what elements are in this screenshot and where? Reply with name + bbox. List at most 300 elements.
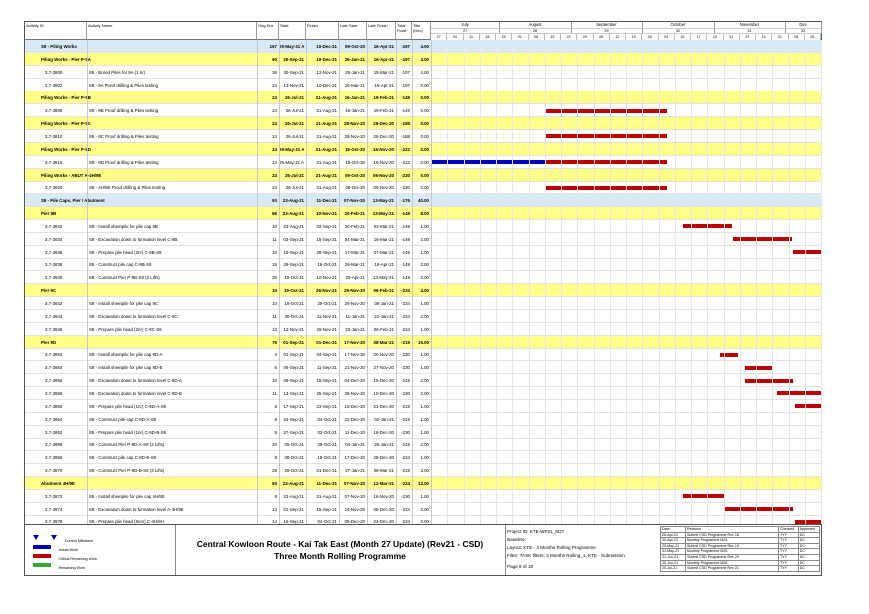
project-info: [505, 525, 659, 575]
activity-row[interactable]: [25, 413, 821, 426]
week-gridline: [691, 40, 692, 543]
timescale-month-number: 27: [431, 28, 500, 34]
cell-start: 19-Oct-21: [283, 288, 304, 294]
column-separator: [257, 40, 258, 543]
cell-id: 3.7-3800: [45, 69, 63, 75]
wbs-row[interactable]: [25, 40, 821, 53]
cell-name: Piling Works - Pier P-9B: [41, 95, 91, 101]
cell-start: 12-Nov-21: [283, 326, 304, 332]
activity-row[interactable]: [25, 438, 821, 451]
baseline: Baseline:: [507, 537, 526, 542]
gantt-bar-critical[interactable]: [745, 379, 794, 383]
cell-ls: 16-Mar-21: [344, 82, 365, 88]
week-gridline: [659, 40, 660, 543]
cell-tf: -224: [401, 506, 410, 512]
cell-dur: 8: [274, 416, 277, 422]
wbs-row[interactable]: [25, 336, 821, 349]
cell-dur: 10: [272, 301, 277, 306]
wbs-row[interactable]: [25, 194, 821, 207]
activity-row[interactable]: [25, 271, 821, 284]
cell-lf: 16-Nov-20: [373, 159, 394, 165]
activity-row[interactable]: [25, 297, 821, 310]
revision-cell: 21-Jun-21: [661, 554, 686, 560]
cell-id: 3.7-3864: [45, 416, 63, 422]
activity-row[interactable]: [25, 361, 821, 374]
cell-dur: 24: [272, 159, 277, 165]
cell-name: S9 - Prepare pile head (1nr) C-9D-A-S9: [89, 403, 167, 409]
cell-name: S9 - Excavation down to formation level C-9D-A: [89, 378, 182, 384]
timescale-week: 01: [512, 33, 528, 40]
cell-tf: -197: [401, 82, 410, 88]
cell-name: S9 - Construct pile cap C-9D-B-S9: [89, 455, 157, 461]
cell-ls: 20-Feb-21: [344, 223, 365, 229]
cell-t: 0.00: [420, 185, 429, 191]
cell-name: Piling Works - Pier P-9D: [41, 146, 91, 152]
cell-id: 3.7-3872: [45, 493, 63, 499]
activity-row[interactable]: [25, 374, 821, 387]
report-title: Central Kowloon Route - Kai Tak East (Month 27 Update) (Rev21 - CSD): [196, 539, 484, 549]
wbs-row[interactable]: [25, 169, 821, 182]
activity-row[interactable]: [25, 464, 821, 477]
cell-tf: -219: [401, 416, 410, 422]
timescale-week: 05: [805, 33, 821, 40]
cell-name: S9 - 9B Proof drilling & Piles testing: [89, 108, 159, 114]
activity-row[interactable]: [25, 66, 821, 79]
cell-dur: 60: [272, 56, 277, 62]
timescale-week: 19: [626, 33, 642, 40]
cell-dur: 10: [272, 249, 277, 255]
cell-id: 3.7-3846: [45, 326, 63, 332]
cell-start: 25-May-21 A: [279, 159, 304, 165]
cell-t: 4.00: [420, 56, 429, 62]
wbs-row[interactable]: [25, 284, 821, 297]
cell-dur: 14: [272, 519, 277, 525]
cell-finish: 26-Nov-21: [316, 326, 337, 332]
timescale-week: 22: [561, 33, 577, 40]
cell-lf: 26-Dec-20: [373, 121, 394, 127]
cell-lf: 06-Nov-20: [373, 185, 394, 191]
cell-start: 30-Sep-21: [283, 69, 304, 75]
cell-start: 03-Sep-21: [283, 236, 304, 242]
wbs-row[interactable]: [25, 117, 821, 130]
timescale-week: 07: [740, 33, 756, 40]
col-header-activity-id[interactable]: Activity ID: [25, 22, 87, 40]
activity-row[interactable]: [25, 104, 821, 117]
col-header-finish[interactable]: Finish: [306, 22, 339, 40]
rev-header-date: Date: [661, 527, 686, 533]
cell-name: Piling Works - ABUT A-4H/9E: [41, 172, 102, 178]
cell-finish: 15-Sep-21: [316, 236, 337, 242]
legend-remaining: [33, 556, 85, 574]
revision-cell: Submit CSD Programme Rev 21: [686, 566, 779, 572]
cell-lf: 16-Dec-20: [373, 429, 394, 435]
cell-tf: -222: [401, 159, 410, 165]
cell-id: 3.7-3802: [45, 82, 63, 88]
column-separator: [339, 40, 340, 543]
revision-cell: Monthly Programme M24: [686, 538, 779, 544]
gantt-bar-critical[interactable]: [777, 391, 821, 395]
cell-lf: 03-Mar-21: [373, 223, 394, 229]
cell-name: S9 - Install sheetpile for pile cap 9D-A: [89, 352, 163, 358]
cell-ls: 28-Nov-20: [344, 133, 365, 139]
cell-ls: 26-Jan-21: [345, 69, 365, 75]
col-header-title[interactable]: Title (Dec): [412, 22, 431, 40]
revision-cell: Submit CSD Programme Rev 19: [686, 543, 779, 549]
cell-name: S9 - 9A Proof drilling & Piles testing: [89, 82, 159, 88]
cell-start: 29-Sep-21: [283, 262, 304, 268]
cell-finish: 01-Dec-21: [316, 468, 337, 474]
wbs-row[interactable]: [25, 91, 821, 104]
cell-t: 13.00: [418, 480, 429, 486]
cell-lf: 08-Mar-21: [373, 339, 394, 345]
cell-t: 0.00: [420, 82, 429, 88]
cell-tf: -149: [401, 223, 410, 229]
cell-dur: 34: [272, 288, 277, 294]
cell-lf: 15-Mar-21: [373, 69, 394, 75]
timescale-week: 26: [642, 33, 658, 40]
activity-row[interactable]: [25, 79, 821, 92]
cell-id: 3.7-3816: [45, 159, 63, 165]
cell-lf: 20-Nov-20: [373, 352, 394, 358]
cell-tf: -219: [401, 378, 410, 384]
cell-name: S9 - Install sheetpile for pile cap 4H/9E: [89, 493, 165, 499]
cell-id: 3.7-3838: [45, 262, 63, 268]
cell-lf: 16-Nov-20: [373, 493, 394, 499]
cell-t: 15.00: [418, 339, 429, 345]
col-header-orig-dur[interactable]: Orig Dur: [257, 22, 279, 40]
activity-row[interactable]: [25, 220, 821, 233]
activity-row[interactable]: [25, 400, 821, 413]
cell-dur: 8: [274, 455, 277, 461]
activity-row[interactable]: [25, 156, 821, 169]
week-gridline: [675, 40, 676, 543]
gantt-bar-critical[interactable]: [725, 507, 793, 511]
cell-t: 0.00: [420, 146, 429, 152]
cell-dur: 24: [272, 108, 277, 114]
cell-ls: 04-Dec-20: [344, 378, 365, 384]
col-header-activity-name[interactable]: Activity Name: [87, 22, 257, 40]
wbs-row[interactable]: [25, 143, 821, 156]
cell-name: S9 - Construct pile cap C-9D-A-S9: [89, 416, 157, 422]
cell-lf: 06-Nov-20: [373, 172, 394, 178]
cell-start: 06-Sep-21: [283, 365, 304, 371]
gantt-sheet: [24, 21, 822, 576]
col-header-late-finish[interactable]: Late Finish: [367, 22, 396, 40]
activity-row[interactable]: [25, 310, 821, 323]
cell-dur: 11: [272, 390, 277, 396]
timescale-week: 31: [724, 33, 740, 40]
cell-lf: 08-Dec-20: [373, 506, 394, 512]
cell-tf: -149: [401, 236, 410, 242]
timescale-week: 27: [431, 33, 447, 40]
timescale-header: [431, 22, 821, 41]
cell-t: 0.00: [420, 159, 429, 165]
filter-text: Filter: TASK filters: 3 Months Rolling_1, KTE - Submission.: [507, 553, 627, 558]
cell-t: 2.00: [420, 313, 429, 319]
cell-start: 16-Sep-21: [283, 249, 304, 255]
week-gridline: [480, 40, 481, 543]
cell-t: 1.00: [420, 455, 429, 461]
cell-tf: -230: [401, 429, 410, 435]
cell-name: S9 - Excavation down to formation level C-9B: [89, 236, 178, 242]
cell-name: S9 - Construct pile cap C-9B-S9: [89, 262, 152, 268]
cell-dur: 24: [272, 172, 277, 178]
activity-row[interactable]: [25, 258, 821, 271]
cell-finish: 21-Aug-21: [316, 133, 337, 139]
cell-finish: 04-Oct-21: [317, 416, 337, 422]
cell-name: Pier 9C: [41, 288, 57, 294]
revision-cell: Submit CSD Programme Rev 18: [686, 532, 779, 538]
activity-row[interactable]: [25, 490, 821, 503]
cell-dur: 10: [272, 223, 277, 229]
cell-name: S9 - Pile Caps, Pier / Abutment: [41, 198, 105, 204]
cell-lf: 08-Mar-21: [373, 468, 394, 474]
cell-tf: -230: [401, 365, 410, 371]
timescale-week: 21: [772, 33, 788, 40]
cell-name: S9 - 9D Proof drilling & Piles testing: [89, 159, 159, 165]
activity-row[interactable]: [25, 451, 821, 464]
gantt-bar-critical[interactable]: [793, 250, 821, 254]
activity-row[interactable]: [25, 246, 821, 259]
activity-row[interactable]: [25, 181, 821, 194]
cell-tf: -230: [401, 352, 410, 358]
week-gridline: [496, 40, 497, 543]
cell-name: S9 - Excavation down to formation level C-9C: [89, 313, 178, 319]
wbs-row[interactable]: [25, 477, 821, 490]
wbs-row[interactable]: [25, 207, 821, 220]
cell-t: 1.00: [420, 301, 429, 306]
revision-cell: Monthly Programme M25: [686, 549, 779, 555]
cell-tf: -219: [401, 468, 410, 474]
cell-id: 3.7-3852: [45, 352, 63, 358]
revision-cell: 20-Jul-21: [661, 566, 686, 572]
legend-label-critical: Critical Remaining Work: [58, 557, 97, 561]
timescale-week: 28: [789, 33, 805, 40]
cell-tf: -230: [401, 185, 410, 191]
column-separator: [306, 40, 307, 543]
week-gridline: [610, 40, 611, 543]
cell-finish: 21-Aug-21: [316, 159, 337, 165]
cell-finish: 04-Oct-21: [317, 519, 337, 525]
cell-start: 27-Sep-21: [283, 429, 304, 435]
cell-tf: -234: [401, 288, 410, 294]
cell-name: S9 - Construct Pier P-9B-S9 (2 Lifts): [89, 275, 160, 281]
cell-dur: 11: [272, 313, 277, 319]
timescale-week: 25: [496, 33, 512, 40]
cell-ls: 07-Nov-20: [344, 493, 365, 499]
cell-lf: 06-Feb-21: [373, 326, 394, 332]
cell-id: 3.7-3860: [45, 403, 63, 409]
title-block: [175, 525, 506, 575]
cell-tf: -234: [401, 301, 410, 306]
cell-start: 25-May-21 A: [279, 44, 305, 49]
column-separator: [396, 40, 397, 543]
cell-start: 26-Jul-21: [285, 108, 304, 114]
gantt-bar-critical[interactable]: [745, 366, 773, 370]
cell-lf: 10-Dec-20: [373, 390, 394, 396]
cell-id: 3.7-3834: [45, 236, 63, 242]
cell-name: S9 - Prepare pile head (2nr) C-9C-S9: [89, 326, 162, 332]
activity-row[interactable]: [25, 233, 821, 246]
cell-dur: 5: [274, 403, 277, 409]
cell-start: 17-Sep-21: [283, 403, 304, 409]
cell-t: 1.00: [420, 493, 429, 499]
revision-cell: DC: [798, 543, 819, 549]
col-header-start[interactable]: Start: [279, 22, 306, 40]
week-gridline: [512, 40, 513, 543]
cell-finish: 11-Dec-21: [316, 198, 337, 204]
cell-dur: 11: [272, 236, 277, 242]
cell-start: 16-Sep-21: [283, 519, 304, 525]
cell-id: 3.7-3820: [45, 185, 63, 191]
revision-cell: TYY: [779, 554, 799, 560]
cell-lf: 19-Apr-21: [374, 262, 394, 268]
cell-name: Pier 9B: [41, 211, 57, 217]
gantt-bar-critical[interactable]: [733, 237, 792, 241]
cell-lf: 13-May-21: [372, 211, 394, 217]
activity-row[interactable]: [25, 426, 821, 439]
revision-cell: TYY: [779, 566, 799, 572]
activity-row[interactable]: [25, 387, 821, 400]
cell-dur: 66: [272, 211, 277, 217]
cell-t: 1.00: [420, 223, 429, 229]
timescale-week: 08: [529, 33, 545, 40]
cell-start: 26-Jul-21: [284, 95, 304, 101]
cell-lf: 16-Apr-21: [373, 56, 394, 62]
cell-start: 13-Sep-21: [283, 390, 304, 396]
cell-ls: 17-Mar-21: [344, 249, 365, 255]
cell-tf: -234: [401, 455, 410, 461]
week-gridline: [561, 40, 562, 543]
cell-start: 25-May-21 A: [279, 146, 305, 152]
timescale-month: October: [642, 22, 715, 28]
cell-start: 23-Aug-21: [282, 211, 304, 217]
activity-row[interactable]: [25, 348, 821, 361]
cell-ls: 19-Oct-20: [344, 146, 365, 152]
cell-name: S9 - Excavation down to formation level A-4H/9E: [89, 506, 184, 512]
activity-row[interactable]: [25, 323, 821, 336]
cell-lf: 13-May-21: [373, 275, 394, 281]
cell-ls: 09-Oct-20: [345, 185, 365, 191]
cell-dur: 167: [269, 44, 277, 49]
cell-name: S9 - Install sheetpile for pile cap 9C: [89, 301, 159, 306]
cell-id: 3.7-3858: [45, 390, 63, 396]
cell-start: 01-Sep-21: [283, 352, 304, 358]
week-gridline: [594, 40, 595, 543]
gantt-bar-critical[interactable]: [795, 404, 821, 408]
cell-tf: -224: [401, 519, 410, 525]
remaining-work-swatch: [33, 563, 51, 567]
cell-finish: 21-Aug-21: [315, 121, 337, 127]
cell-t: 0.00: [420, 133, 429, 139]
activity-row[interactable]: [25, 130, 821, 143]
cell-start: 06-Sep-21: [283, 378, 304, 384]
cell-t: 4.00: [420, 288, 429, 294]
cell-tf: -230: [401, 390, 410, 396]
week-gridline: [529, 40, 530, 543]
revision-table: [660, 526, 820, 572]
revision-cell: 30-Apr-21: [661, 538, 686, 544]
timescale-week: 18: [480, 33, 496, 40]
cell-t: 3.00: [420, 468, 429, 474]
cell-tf: -188: [401, 133, 410, 139]
cell-finish: 28-Oct-21: [317, 442, 337, 448]
cell-name: S9 - Piling Works: [41, 44, 77, 49]
cell-id: 3.7-3840: [45, 275, 63, 281]
cell-tf: -197: [401, 44, 410, 49]
week-gridline: [545, 40, 546, 543]
cell-tf: -149: [401, 249, 410, 255]
cell-start: 08-Oct-21: [284, 455, 304, 461]
cell-id: 3.7-3874: [45, 506, 63, 512]
cell-dur: 6: [274, 365, 277, 371]
cell-ls: 07-Nov-20: [344, 480, 365, 486]
timescale-week: 10: [675, 33, 691, 40]
cell-finish: 10-Dec-21: [316, 82, 337, 88]
cell-start: 01-Sep-21: [283, 339, 304, 345]
revision-cell: 26-Apr-21: [661, 532, 686, 538]
cell-start: 23-Aug-21: [283, 223, 304, 229]
cell-ls: 20-Feb-21: [344, 211, 365, 217]
timescale-week: 12: [610, 33, 626, 40]
cell-finish: 10-Dec-21: [316, 56, 337, 62]
timescale-month: September: [571, 22, 644, 28]
gantt-bar-critical[interactable]: [545, 109, 667, 113]
cell-start: 29-Oct-21: [284, 468, 304, 474]
cell-finish: 28-Sep-21: [316, 249, 337, 255]
cell-ls: 23-Jan-21: [345, 326, 365, 332]
column-separator: [431, 40, 432, 543]
col-header-late-start[interactable]: Late Start: [339, 22, 367, 40]
activity-row[interactable]: [25, 503, 821, 516]
gantt-bar-critical[interactable]: [683, 494, 724, 498]
cell-dur: 93: [272, 198, 277, 204]
revision-cell: 30-Jun-21: [661, 560, 686, 566]
revision-cell: DC: [798, 566, 819, 572]
cell-finish: 21-Aug-21: [315, 172, 337, 178]
revision-cell: DC: [798, 560, 819, 566]
column-separator: [412, 40, 413, 543]
week-gridline: [707, 40, 708, 543]
cell-name: S9 - Excavation down to formation level C-9D-B: [89, 390, 182, 396]
rev-header-checked: Checked: [779, 527, 799, 533]
cell-finish: 02-Oct-21: [317, 429, 337, 435]
cell-t: 2.00: [420, 236, 429, 242]
gantt-bar-critical[interactable]: [545, 134, 667, 138]
cell-dur: 20: [272, 442, 277, 448]
revision-cell: 31-May-21: [661, 549, 686, 555]
cell-t: 1.00: [420, 429, 429, 435]
cell-lf: 26-Dec-20: [373, 133, 394, 139]
legend-label-remaining: Remaining Work: [58, 566, 85, 570]
cell-ls: 16-Jan-21: [345, 108, 365, 114]
cell-ls: 04-Mar-21: [344, 236, 365, 242]
cell-finish: 31-Aug-21: [316, 493, 337, 499]
cell-name: S9 - Construct Pier P-9D-B-S9 (3 Lifts): [89, 468, 165, 474]
gantt-bar-critical[interactable]: [545, 160, 667, 164]
col-header-total-float[interactable]: Total Float: [396, 22, 412, 40]
gantt-bar-critical[interactable]: [545, 186, 667, 190]
cell-tf: -219: [401, 339, 410, 345]
cell-id: 3.7-3806: [45, 108, 63, 114]
cell-dur: 15: [272, 262, 277, 268]
cell-t: 1.00: [420, 326, 429, 332]
cell-tf: -219: [401, 403, 410, 409]
wbs-row[interactable]: [25, 53, 821, 66]
cell-lf: 09-Jan-21: [374, 301, 394, 306]
revision-cell: TYY: [779, 538, 799, 544]
timescale-month: July: [431, 22, 500, 28]
